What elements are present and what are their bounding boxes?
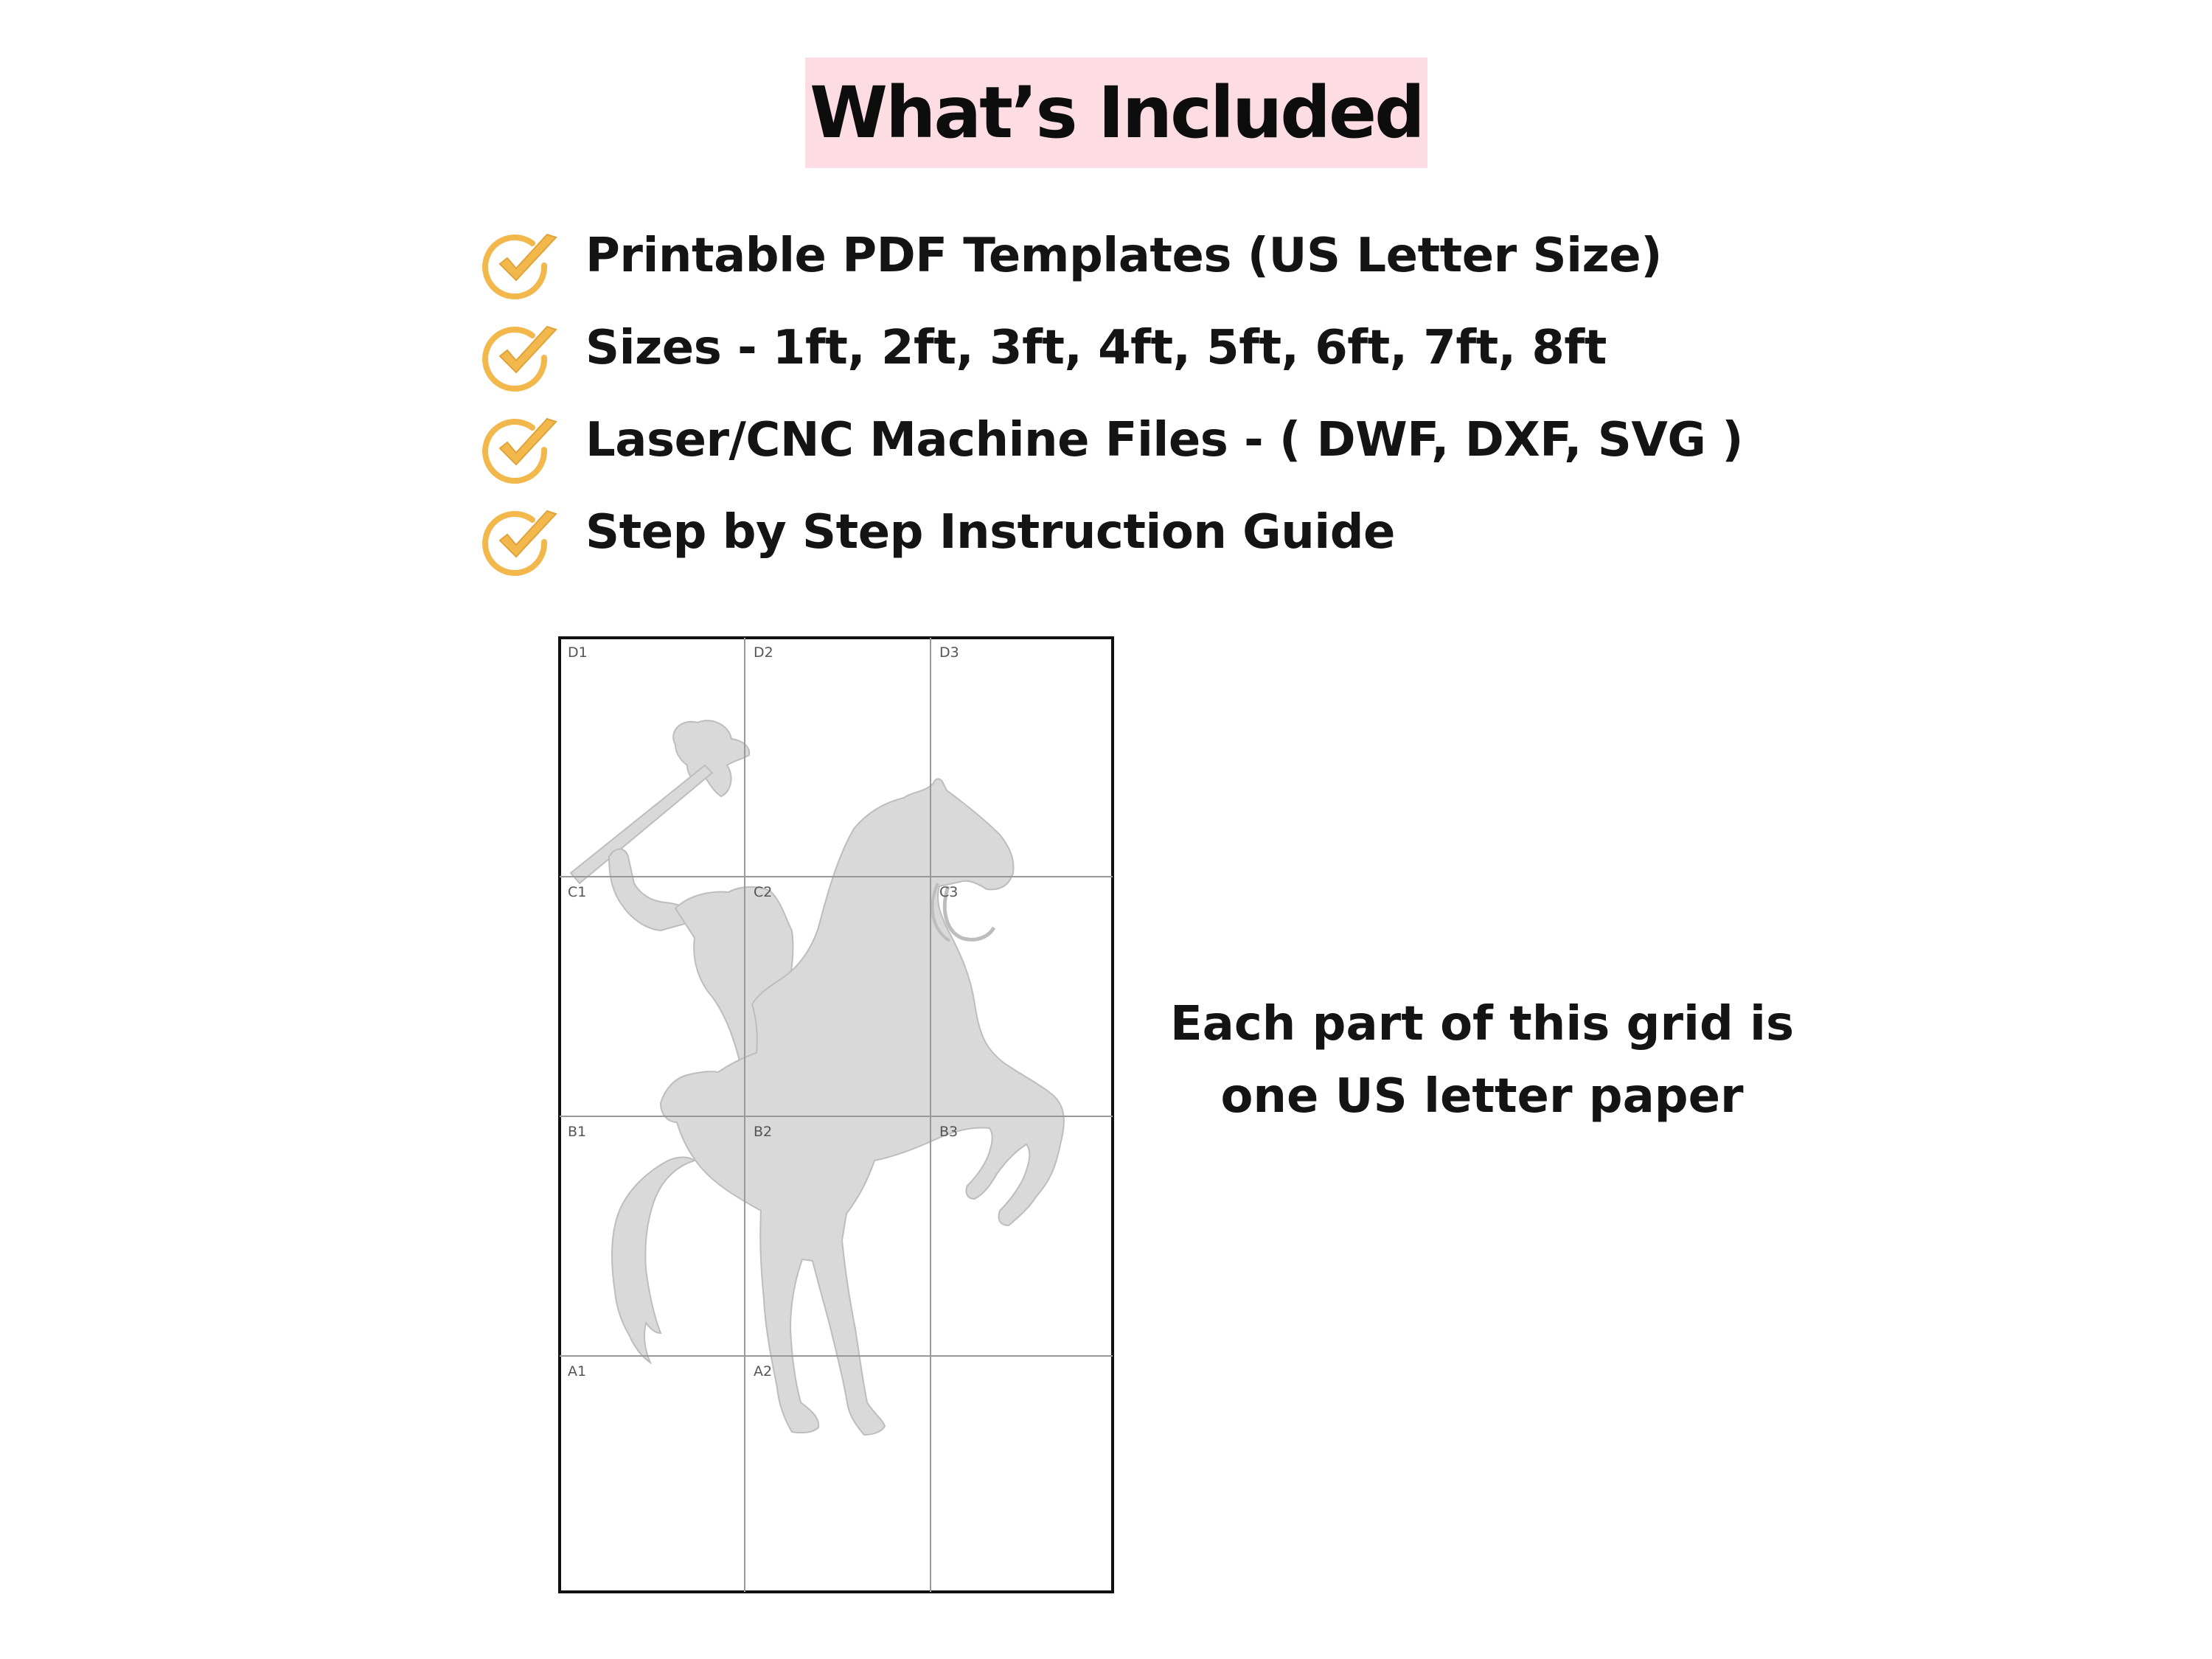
checkmark-icon — [479, 504, 560, 577]
cell-label: D2 — [754, 644, 773, 661]
cell-label: B1 — [568, 1124, 587, 1140]
cell-label: D1 — [568, 644, 588, 661]
feature-label: Step by Step Instruction Guide — [585, 505, 1395, 560]
feature-label: Printable PDF Templates (US Letter Size) — [585, 229, 1662, 283]
cell-label: B3 — [939, 1124, 959, 1140]
cell-label: D3 — [939, 644, 959, 661]
cell-label: B2 — [754, 1124, 773, 1140]
feature-label: Laser/CNC Machine Files - ( DWF, DXF, SVG ) — [585, 413, 1743, 467]
checkmark-icon — [479, 319, 560, 393]
page-title: What’s Included — [810, 72, 1423, 154]
checkmark-icon — [479, 227, 560, 301]
template-grid — [557, 636, 1115, 1594]
feature-item — [479, 406, 1806, 487]
template-grid-svg — [557, 636, 1115, 1594]
caption-line-1: Each part of this grid is — [1169, 997, 1795, 1051]
feature-item — [479, 221, 1806, 302]
checkmark-icon — [479, 411, 560, 485]
feature-label: Sizes - 1ft, 2ft, 3ft, 4ft, 5ft, 6ft, 7ft, 8ft — [585, 321, 1607, 375]
cell-label: C2 — [754, 884, 773, 900]
feature-item — [479, 498, 1806, 579]
cell-label: C1 — [568, 884, 587, 900]
cell-label: C3 — [939, 884, 959, 900]
cell-label: A1 — [568, 1363, 587, 1380]
cell-label: A2 — [754, 1363, 773, 1380]
grid-caption — [1150, 988, 1814, 1133]
caption-line-2: one US letter paper — [1220, 1069, 1744, 1124]
title-banner — [805, 58, 1427, 168]
feature-item — [479, 313, 1806, 394]
